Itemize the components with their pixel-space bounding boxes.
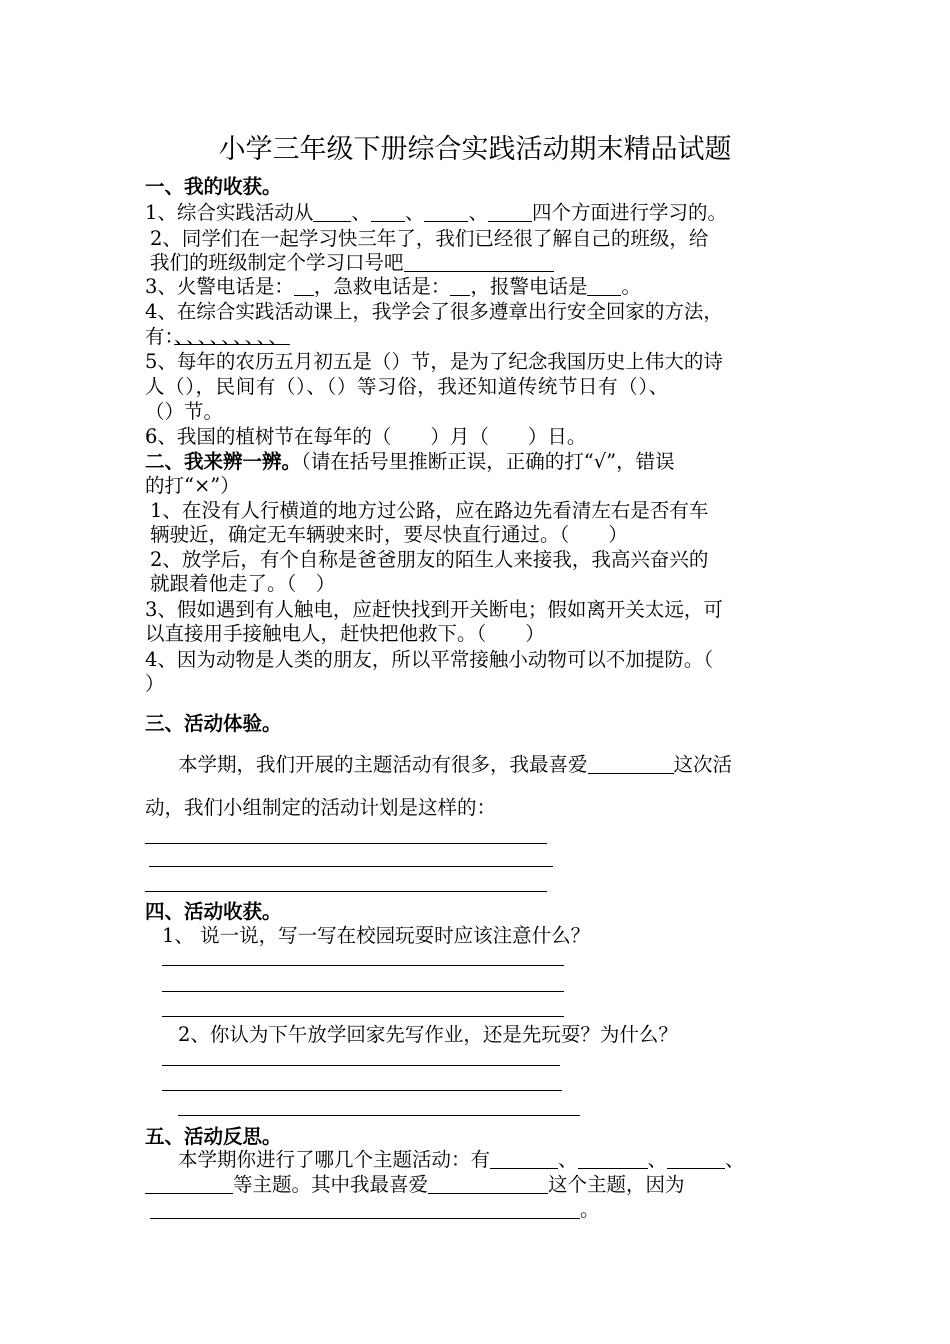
blank[interactable]: [450, 275, 470, 296]
answer-line[interactable]: [162, 965, 564, 966]
blank[interactable]: [490, 1148, 558, 1169]
section-2-heading: 二、我来辨一辨。: [145, 450, 302, 473]
answer-line[interactable]: [162, 991, 564, 992]
answer-line[interactable]: [145, 843, 547, 844]
question-1-5-line1: 5、每年的农历五月初五是（）节，是为了纪念我国历史上伟大的诗: [145, 350, 723, 373]
favorite-activity-blank[interactable]: [588, 753, 674, 774]
section-1-heading: 一、我的收获。: [145, 175, 282, 198]
question-1-2-line1: 2、同学们在一起学习快三年了，我们已经很了解自己的班级，给: [150, 227, 709, 250]
blank[interactable]: [294, 275, 314, 296]
judge-item-3-line1: 3、假如遇到有人触电，应赶快找到开关断电；假如离开关太远，可: [145, 598, 723, 621]
answer-line[interactable]: [178, 1115, 580, 1116]
blank[interactable]: [371, 201, 405, 222]
section-2-note-line2: 的打“×”）: [145, 474, 240, 497]
answer-line[interactable]: [149, 866, 553, 867]
section-3-paragraph-line2: 动，我们小组制定的活动计划是这样的：: [145, 796, 497, 819]
judge-item-2-line1: 2、放学后，有个自称是爸爸朋友的陌生人来接我，我高兴奋兴的: [150, 548, 709, 571]
judge-item-1-line1: 1、在没有人行横道的地方过公路，应在路边先看清左右是否有车: [150, 499, 709, 522]
section-4-heading: 四、活动收获。: [145, 900, 282, 923]
question-1-4-line1: 4、在综合实践活动课上，我学会了很多遵章出行安全回家的方法，: [145, 300, 723, 323]
answer-line[interactable]: [162, 1065, 560, 1066]
section-3-paragraph-line1: 本学期，我们开展的主题活动有很多，我最喜爱 这次活: [178, 753, 733, 776]
blank[interactable]: [145, 1173, 233, 1194]
question-1-3: 3、火警电话是： ，急救电话是： ，报警电话是 。: [145, 275, 641, 298]
section-5-heading: 五、活动反思。: [145, 1125, 282, 1148]
page-title: 小学三年级下册综合实践活动期末精品试题: [218, 134, 732, 165]
judge-item-4-line2: ）: [145, 672, 165, 695]
blank[interactable]: [578, 1148, 648, 1169]
section-4-question-1: 1、 说一说，写一写在校园玩耍时应该注意什么？: [162, 924, 591, 947]
reason-blank[interactable]: [150, 1198, 580, 1219]
question-1-5-line2: 人（），民间有（）、（）等习俗，我还知道传统节日有（）、: [145, 375, 669, 398]
section-2-heading-line: [145, 449, 675, 474]
judge-item-3-line2: 以直接用手接触电人，赶快把他救下。（ ）: [145, 622, 545, 645]
question-1-1: 1、综合实践活动从 、 、 、 四个方面进行学习的。: [145, 201, 727, 224]
slogan-blank[interactable]: [404, 251, 554, 272]
section-5-line3: 。: [150, 1197, 600, 1222]
section-2-note: （请在括号里推断正误，正确的打“√”，错误: [301, 450, 675, 473]
answer-line[interactable]: [162, 1016, 564, 1017]
favorite-theme-blank[interactable]: [428, 1173, 548, 1194]
judge-item-1-line2: 辆驶近，确定无车辆驶来时，要尽快直行通过。（ ）: [150, 523, 628, 546]
section-5-line1: 本学期你进行了哪几个主题活动：有 、 、 、: [178, 1148, 745, 1171]
question-1-4-line2: 有：、、、、、、、、、: [145, 325, 290, 348]
section-4-question-2: 2、你认为下午放学回家先写作业，还是先玩耍？为什么？: [178, 1023, 678, 1046]
question-1-5-line3: （）节。: [145, 400, 224, 423]
question-1-2-line2: 我们的班级制定个学习口号吧: [150, 250, 554, 275]
blank[interactable]: [667, 1148, 725, 1169]
blank[interactable]: [424, 201, 468, 222]
section-3-heading: 三、活动体验。: [145, 712, 282, 735]
answer-line[interactable]: [162, 1090, 562, 1091]
question-1-6: 6、我国的植树节在每年的（ ）月（ ）日。: [145, 425, 587, 448]
blank[interactable]: [313, 201, 351, 222]
judge-item-4-line1: 4、因为动物是人类的朋友，所以平常接触小动物可以不加提防。（: [145, 648, 714, 671]
blank[interactable]: [587, 275, 621, 296]
judge-item-2-line2: 就跟着他走了。（ ）: [150, 572, 336, 595]
answer-line[interactable]: [145, 891, 547, 892]
blank[interactable]: [488, 201, 532, 222]
section-5-line2: 等主题。其中我最喜爱 这个主题，因为: [145, 1172, 685, 1197]
answer-dots[interactable]: 、、、、、、、、、: [174, 325, 290, 348]
